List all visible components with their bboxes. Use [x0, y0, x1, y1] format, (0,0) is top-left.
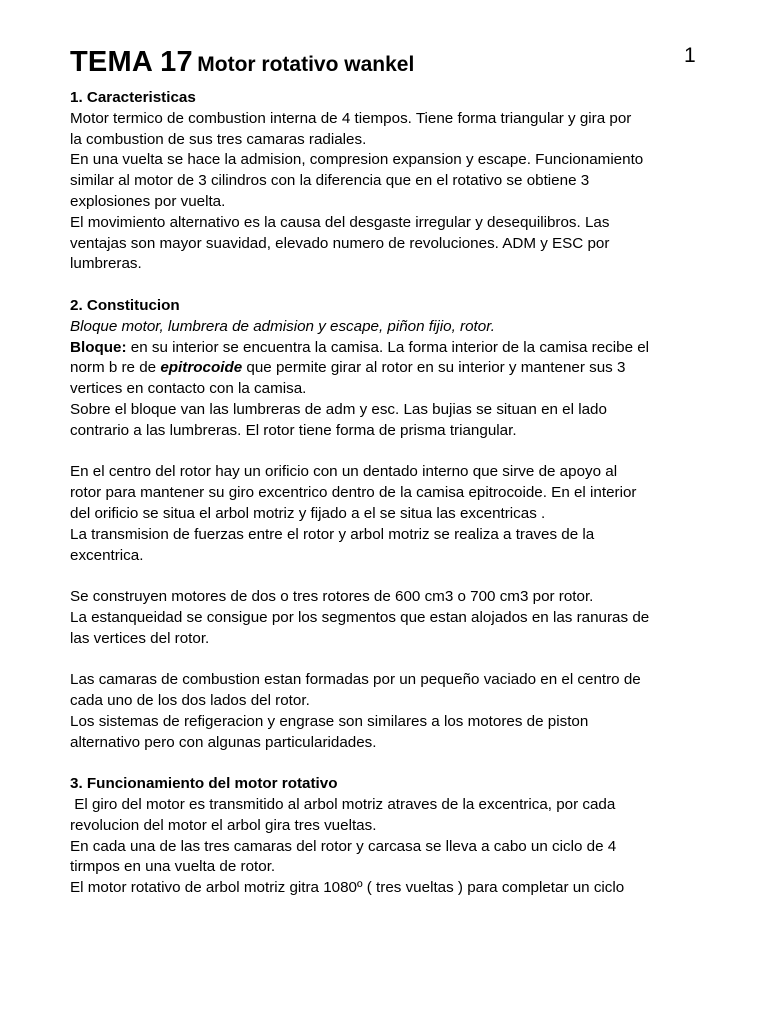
paragraph-line: El giro del motor es transmitido al arbol motriz atraves de la excentrica, por cada: [70, 796, 616, 814]
paragraph-line: En cada una de las tres camaras del rotor y carcasa se lleva a cabo un ciclo de 4: [70, 837, 617, 855]
paragraph-line-bloque: [70, 338, 698, 359]
paragraph-line-epitrocoide: [70, 358, 698, 379]
paragraph-line: contrario a las lumbreras. El rotor tiene forma de prisma triangular.: [70, 421, 517, 439]
paragraph-line: la combustion de sus tres camaras radiales.: [70, 130, 367, 148]
paragraph-line: del orificio se situa el arbol motriz y fijado a el se situa las excentricas .: [70, 504, 546, 522]
epitrocoide-term: epitrocoide: [160, 359, 243, 377]
paragraph-line: La transmision de fuerzas entre el rotor y arbol motriz se realiza a traves de la: [70, 525, 595, 543]
paragraph-line: cada uno de los dos lados del rotor.: [70, 692, 310, 710]
paragraph-line: Sobre el bloque van las lumbreras de adm y esc. Las bujias se situan en el lado: [70, 400, 607, 418]
paragraph-line: lumbreras.: [70, 255, 142, 273]
paragraph-line: vertices en contacto con la camisa.: [70, 380, 307, 398]
nombre-pre: norm b re de: [70, 359, 161, 377]
blank-line: [70, 442, 698, 463]
paragraph-line: Motor termico de combustion interna de 4 tiempos. Tiene forma triangular y gira por: [70, 109, 632, 127]
blank-line: [70, 754, 698, 775]
paragraph-line: ventajas son mayor suavidad, elevado numero de revoluciones. ADM y ESC por: [70, 234, 610, 252]
paragraph-line: Se construyen motores de dos o tres rotores de 600 cm3 o 700 cm3 por rotor.: [70, 588, 594, 606]
section-heading-funcionamiento: 3. Funcionamiento del motor rotativo: [70, 775, 338, 793]
nombre-post: que permite girar al rotor en su interior y mantener sus 3: [242, 359, 626, 377]
paragraph-line: Los sistemas de refigeracion y engrase son similares a los motores de piston: [70, 712, 589, 730]
paragraph-line: El movimiento alternativo es la causa del desgaste irregular y desequilibros. Las: [70, 213, 610, 231]
bloque-label: Bloque:: [70, 338, 127, 356]
document-body: [70, 88, 698, 899]
section-heading-caracteristicas: 1. Caracteristicas: [70, 89, 196, 106]
title-tema: TEMA 17: [70, 46, 193, 78]
paragraph-line: rotor para mantener su giro excentrico dentro de la camisa epitrocoide. En el interior: [70, 484, 637, 502]
page-title: [70, 46, 414, 79]
page-number: 1: [684, 44, 696, 67]
paragraph-line: las vertices del rotor.: [70, 629, 210, 647]
paragraph-line: revolucion del motor el arbol gira tres vueltas.: [70, 816, 377, 834]
paragraph-line: alternativo pero con algunas particularidades.: [70, 733, 377, 751]
title-subtitle: Motor rotativo wankel: [197, 53, 415, 76]
paragraph-line: La estanqueidad se consigue por los segmentos que estan alojados en las ranuras de: [70, 608, 650, 626]
paragraph-line: excentrica.: [70, 546, 144, 564]
paragraph-line: Las camaras de combustion estan formadas por un pequeño vaciado en el centro de: [70, 671, 641, 689]
paragraph-line: En una vuelta se hace la admision, compresion expansion y escape. Funcionamiento: [70, 151, 644, 169]
blank-line: [70, 566, 698, 587]
paragraph-line: tirmpos en una vuelta de rotor.: [70, 858, 276, 876]
paragraph-line: explosiones por vuelta.: [70, 192, 226, 210]
section-heading-constitucion: 2. Constitucion: [70, 296, 180, 314]
components-list: Bloque motor, lumbrera de admision y escape, piñon fijio, rotor.: [70, 317, 495, 335]
bloque-text: en su interior se encuentra la camisa. La forma interior de la camisa recibe el: [126, 338, 650, 356]
paragraph-line: El motor rotativo de arbol motriz gitra 1080º ( tres vueltas ) para completar un ciclo: [70, 879, 625, 897]
blank-line: [70, 275, 698, 296]
paragraph-line: En el centro del rotor hay un orificio con un dentado interno que sirve de apoyo al: [70, 463, 618, 481]
blank-line: [70, 650, 698, 671]
paragraph-line: similar al motor de 3 cilindros con la diferencia que en el rotativo se obtiene 3: [70, 172, 590, 190]
